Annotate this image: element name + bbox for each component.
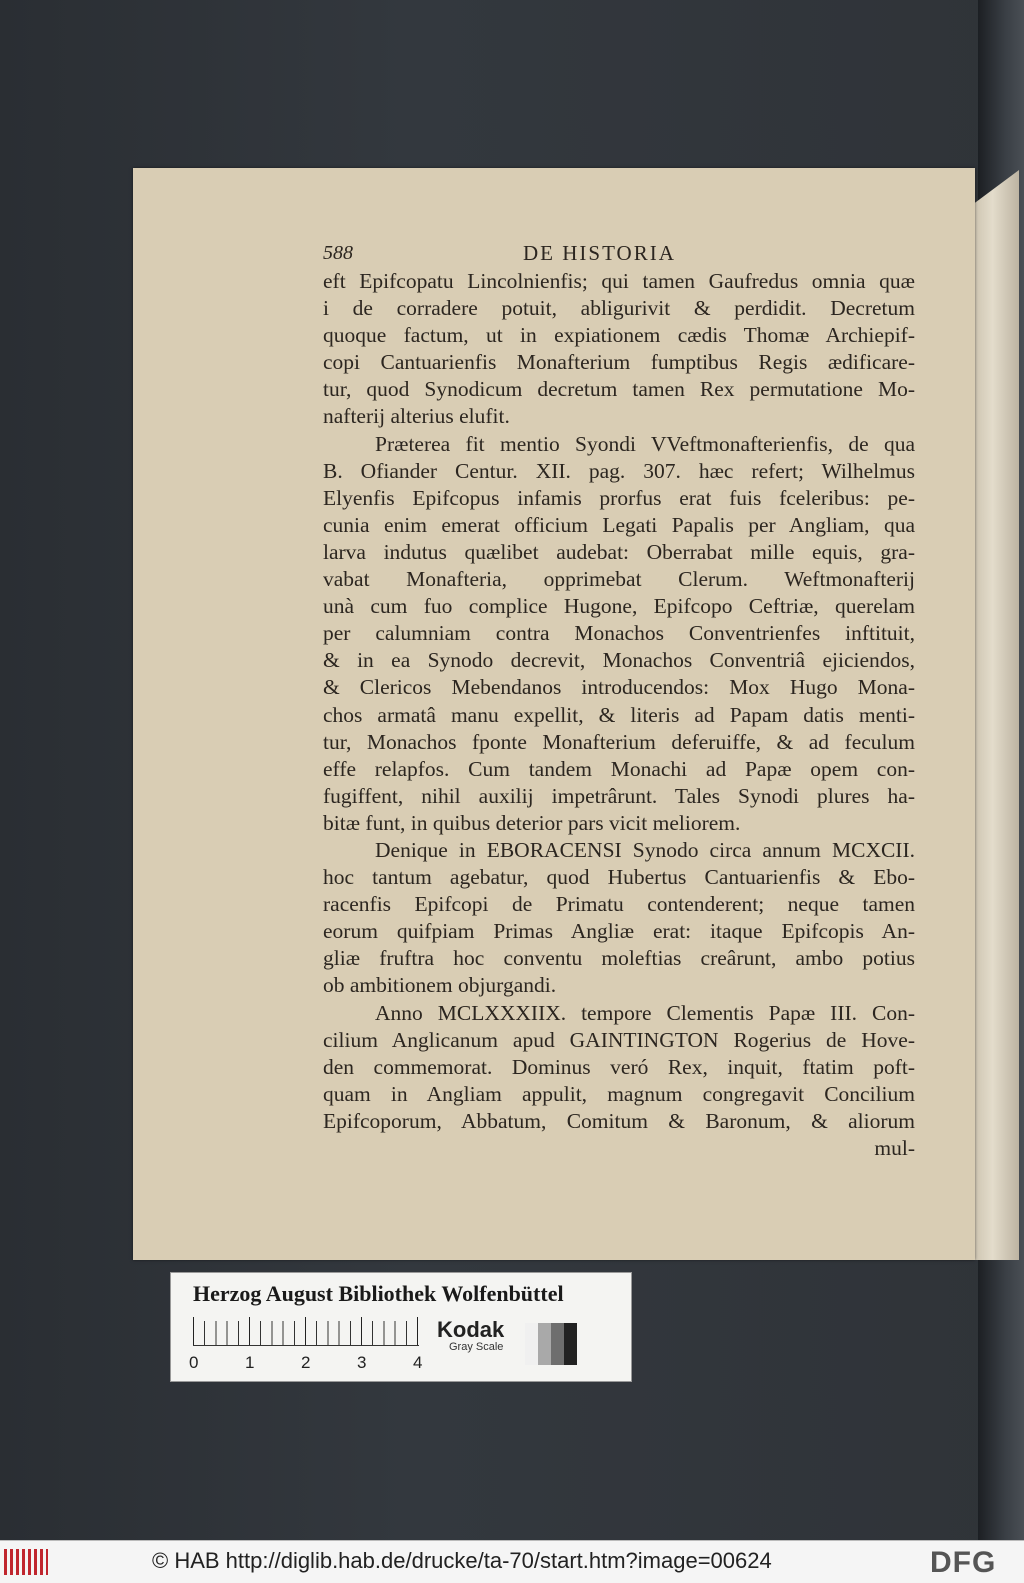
kodak-subtitle: Gray Scale: [449, 1341, 504, 1353]
text-line: & Clericos Mebendanos introducendos: Mox Hugo Mona-: [323, 675, 915, 700]
dfg-logo: DFG: [930, 1546, 997, 1579]
text-line: mul-: [874, 1136, 915, 1160]
text-line: unà cum fuo complice Hugone, Epifcopo Ceftriæ, querelam: [323, 594, 915, 619]
footer-copyright[interactable]: © HAB http://diglib.hab.de/drucke/ta-70/start.htm?image=00624: [152, 1548, 772, 1573]
text-line: per calumniam contra Monachos Conventrienfes inftituit,: [323, 621, 915, 646]
text-line: gliæ fruftra hoc conventu moleftias creârunt, ambo potius: [323, 946, 915, 971]
gray-scale-patch: [551, 1323, 564, 1365]
gray-scale-patch: [525, 1323, 538, 1365]
text-line: tur, quod Synodicum decretum tamen Rex permutatione Mo-: [323, 377, 915, 402]
text-line: tur, Monachos fponte Monafterium deferuiffe, & ad feculum: [323, 729, 915, 754]
text-line: eorum quifpiam Primas Angliæ erat: itaque Epifcopis An-: [323, 919, 915, 944]
text-line: larva indutus quælibet audebat: Oberrabat mille equis, gra-: [323, 539, 915, 564]
text-line: B. Ofiander Centur. XII. pag. 307. hæc refert; Wilhelmus: [323, 458, 915, 483]
text-line: den commemorat. Dominus veró Rex, inquit, ftatim poft-: [323, 1054, 915, 1079]
text-line: vabat Monafteria, opprimebat Clerum. Weftmonafterij: [323, 567, 915, 592]
ruler-label: 0: [189, 1353, 199, 1372]
footer-bar: [0, 1540, 1024, 1583]
text-line: nafterij alterius elufit.: [323, 404, 510, 429]
page-text-block: [323, 240, 915, 1162]
next-page-edge: [975, 170, 1019, 1260]
ruler-label: 4: [413, 1353, 423, 1372]
text-line: fugiffent, nihil auxilij impetrârunt. Tales Synodi plures ha-: [323, 783, 915, 808]
ruler-major-tick: [417, 1317, 418, 1345]
text-line: Anno MCLXXXIIX. tempore Clementis Papæ III. Con-: [375, 1000, 915, 1025]
hab-logo-icon: [4, 1549, 48, 1575]
text-line: eft Epifcopatu Lincolnienfis; qui tamen Gaufredus omnia quæ: [323, 269, 915, 293]
text-line: effe relapfos. Cum tandem Monachi ad Papæ opem con-: [323, 756, 915, 781]
text-line: Denique in EBORACENSI Synodo circa annum MCXCII.: [375, 837, 915, 862]
ruler-label: 3: [357, 1353, 367, 1372]
text-line: & in ea Synodo decrevit, Monachos Conventriâ ejiciendos,: [323, 648, 915, 673]
text-line: Epifcoporum, Abbatum, Comitum & Baronum, & aliorum: [323, 1108, 915, 1133]
ruler-major-tick: [361, 1317, 362, 1345]
ruler-major-tick: [249, 1317, 250, 1345]
running-title: DE HISTORIA: [523, 241, 676, 265]
text-line: racenfis Epifcopi de Primatu contenderent; neque tamen: [323, 892, 915, 917]
ruler-label: 1: [245, 1353, 255, 1372]
text-line: bitæ funt, in quibus deterior pars vicit meliorem.: [323, 810, 741, 835]
text-line: cunia enim emerat officium Legati Papalis per Angliam, qua: [323, 512, 915, 537]
text-line: chos armatâ manu expellit, & literis ad Papam datis menti-: [323, 702, 915, 727]
ruler-label: 2: [301, 1353, 311, 1372]
text-line: cilium Anglicanum apud GAINTINGTON Rogerius de Hove-: [323, 1027, 915, 1052]
page-number: 588: [323, 242, 353, 264]
text-lines: [323, 268, 915, 1162]
text-line: copi Cantuarienfis Monafterium fumptibus Regis ædificare-: [323, 350, 915, 375]
text-line: quoque factum, ut in expiationem cædis Thomæ Archiepif-: [323, 323, 915, 348]
ruler-major-tick: [193, 1317, 194, 1345]
scale-ruler: [193, 1321, 419, 1346]
kodak-brand: Kodak: [437, 1317, 505, 1342]
gray-scale-patch: [538, 1323, 551, 1365]
library-name: Herzog August Bibliothek Wolfenbüttel: [193, 1281, 564, 1306]
text-line: Elyenfis Epifcopus infamis prorfus erat fuis fceleribus: pe-: [323, 485, 915, 510]
library-color-card: [170, 1272, 632, 1382]
ruler-major-tick: [305, 1317, 306, 1345]
text-line: quam in Angliam appulit, magnum congregavit Concilium: [323, 1081, 915, 1106]
text-line: hoc tantum agebatur, quod Hubertus Cantuarienfis & Ebo-: [323, 865, 915, 890]
text-line: i de corradere potuit, abligurivit & perdidit. Decretum: [323, 296, 915, 321]
text-line: Præterea fit mentio Syondi VVeftmonafterienfis, de qua: [375, 431, 915, 456]
gray-scale-patch: [564, 1323, 577, 1365]
text-line: ob ambitionem objurgandi.: [323, 973, 557, 998]
running-head: [323, 240, 915, 268]
